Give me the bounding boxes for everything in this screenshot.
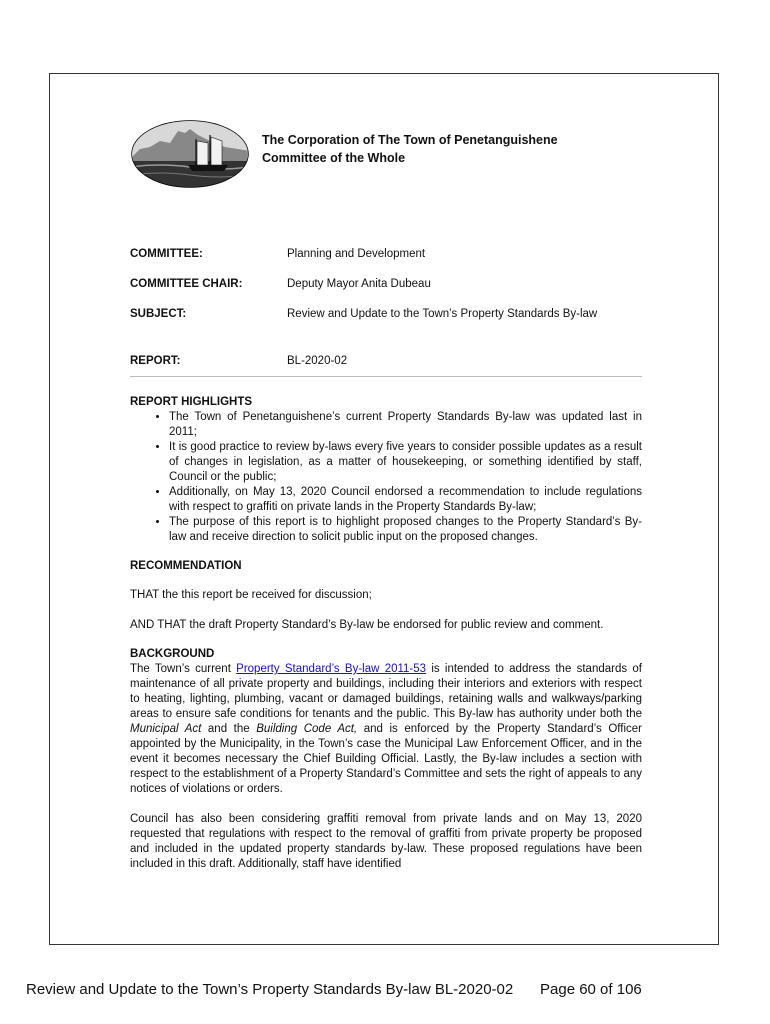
committee-label: COMMITTEE:	[130, 248, 203, 260]
recommendation-paragraph: THAT the this report be received for discussion;	[130, 589, 372, 601]
town-logo	[130, 119, 250, 189]
organization-name: The Corporation of The Town of Penetanguishene	[262, 133, 558, 147]
organization-header	[262, 131, 558, 167]
list-item: • The Town of Penetanguishene’s current Property Standards By-law was updated last in 2011;	[169, 410, 642, 440]
report-metadata	[130, 247, 642, 369]
list-item: • The purpose of this report is to highlight proposed changes to the Property Standard’s By-law and receive direction to solicit public input on the proposed changes.	[169, 515, 642, 545]
report-label: REPORT:	[130, 355, 181, 367]
emphasis-text: Municipal Act	[130, 723, 202, 735]
page-number: Page 60 of 106	[540, 981, 642, 998]
recommendation-heading: RECOMMENDATION	[130, 560, 242, 572]
committee-name: Committee of the Whole	[262, 151, 406, 165]
report-row	[130, 354, 642, 369]
document-page	[49, 73, 719, 945]
paragraph-text: The Town’s current	[130, 663, 237, 675]
paragraph-text: and the	[201, 723, 257, 735]
subject-row	[130, 307, 642, 354]
list-item: • Additionally, on May 13, 2020 Council endorsed a recommendation to include regulations with respect to graffiti on private lands in the Property Standards By-law;	[169, 485, 642, 515]
committee-chair-label: COMMITTEE CHAIR:	[130, 278, 243, 290]
emphasis-text: Building Code Act,	[256, 723, 358, 735]
paragraph-text: is intended to address the standards of maintenance of all private property and buildings, including their interiors and exteriors with respect to heating, lighting, plumbing, vacant or damaged buildings, retaining walls and walkways/parking areas to ensure safe conditions for tenants and the public. This By-law has authority under both the	[130, 663, 642, 720]
subject-value: Review and Update to the Town’s Property Standards By-law	[287, 308, 598, 320]
recommendation-paragraph: AND THAT the draft Property Standard’s By-law be endorsed for public review and comment.	[130, 619, 604, 631]
footer-title: Review and Update to the Town’s Property Standards By-law BL-2020-02	[26, 981, 514, 998]
report-value: BL-2020-02	[287, 355, 348, 367]
highlights-heading: REPORT HIGHLIGHTS	[130, 396, 253, 408]
background-paragraph: Council has also been considering graffiti removal from private lands and on May 13, 2020 requested that regulations with respect to the removal of graffiti from private property be proposed and included in the updated property standards by-law. These proposed regulations have been included in this draft. Additionally, staff have identified	[130, 813, 642, 870]
committee-row	[130, 247, 642, 277]
subject-label: SUBJECT:	[130, 308, 187, 320]
paragraph-text: and is enforced by the Property Standard’s Officer appointed by the Municipality, in the Town’s case the Municipal Law Enforcement Officer, and in the event it becomes necessary the Chief Building Official. Lastly, the By-law includes a section with respect to the establishment of a Property Standard’s Committee and sets the right of appeals to any notices of violations or orders.	[130, 723, 642, 795]
background-paragraph	[130, 662, 642, 797]
highlights-list	[130, 410, 642, 545]
committee-chair-row	[130, 277, 642, 307]
property-standards-bylaw-link[interactable]: Property Standard’s By-law 2011-53	[236, 663, 427, 675]
report-body	[130, 395, 642, 872]
list-item: • It is good practice to review by-laws every five years to consider possible updates as a result of changes in legislation, as a matter of housekeeping, or something identified by staff, Council or the public;	[169, 440, 642, 485]
committee-chair-value: Deputy Mayor Anita Dubeau	[287, 278, 431, 290]
background-heading: BACKGROUND	[130, 648, 215, 660]
divider	[130, 376, 642, 377]
committee-value: Planning and Development	[287, 248, 426, 260]
